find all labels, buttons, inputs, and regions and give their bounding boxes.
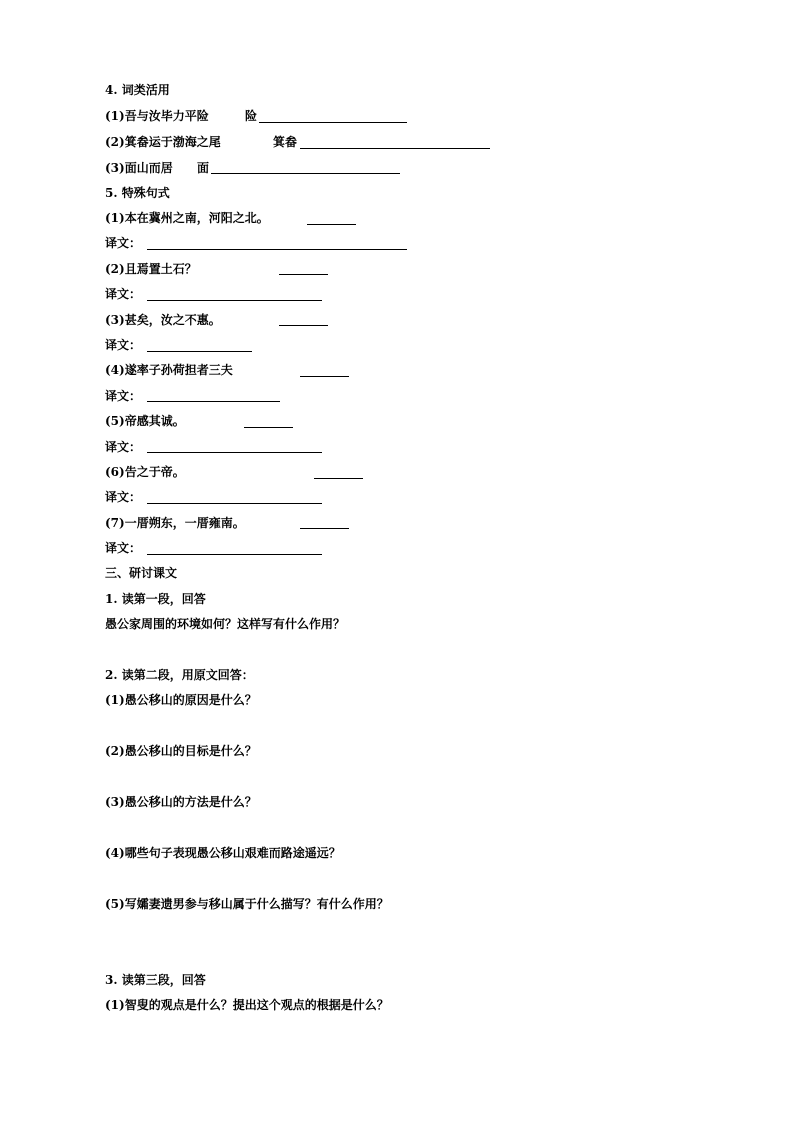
sentence-type-blank[interactable] (300, 376, 349, 377)
translation-label: 译文： (105, 338, 142, 352)
translation-blank[interactable] (147, 249, 407, 250)
translation-blank[interactable] (147, 351, 252, 352)
section-5-item-3: (3)甚矣，汝之不惠。 (105, 313, 221, 327)
question-2-item-5: (5)写孀妻遗男参与移山属于什么描写？有什么作用？ (105, 897, 389, 911)
section-4-title: 4. 词类活用 (105, 83, 170, 97)
sentence-type-blank[interactable] (279, 325, 328, 326)
answer-blank[interactable] (300, 148, 490, 149)
section-5-item-5: (5)帝感其诚。 (105, 414, 185, 428)
question-2-title: 2. 读第二段，用原文回答： (105, 668, 254, 682)
sentence-type-blank[interactable] (307, 224, 356, 225)
translation-blank[interactable] (147, 401, 280, 402)
translation-blank[interactable] (147, 554, 322, 555)
section-4-item-2: (2)箕畚运于渤海之尾 (105, 135, 221, 149)
section-4-item-1-word: 险 (245, 109, 258, 123)
section-5-item-6: (6)告之于帝。 (105, 465, 185, 479)
sentence-type-blank[interactable] (244, 427, 293, 428)
question-2-item-2: (2)愚公移山的目标是什么？ (105, 744, 257, 758)
question-1-title: 1. 读第一段，回答 (105, 592, 206, 606)
sentence-type-blank[interactable] (314, 478, 363, 479)
section-5-item-4: (4)遂率子孙荷担者三夫 (105, 363, 233, 377)
translation-blank[interactable] (147, 300, 322, 301)
section-4-item-3: (3)面山而居 (105, 161, 173, 175)
section-5-item-2: (2)且焉置土石？ (105, 262, 197, 276)
answer-blank[interactable] (211, 173, 400, 174)
question-2-item-4: (4)哪些句子表现愚公移山艰难而路途遥远？ (105, 846, 341, 860)
translation-label: 译文： (105, 236, 142, 250)
translation-label: 译文： (105, 490, 142, 504)
section-5-item-7: (7)一厝朔东，一厝雍南。 (105, 516, 245, 530)
section-4-item-3-word: 面 (197, 161, 210, 175)
section-4-item-2-word: 箕畚 (273, 135, 298, 149)
part-3-title: 三、研讨课文 (105, 566, 178, 580)
translation-label: 译文： (105, 287, 142, 301)
translation-blank[interactable] (147, 503, 322, 504)
translation-blank[interactable] (147, 452, 322, 453)
question-2-item-3: (3)愚公移山的方法是什么？ (105, 795, 257, 809)
question-3-title: 3. 读第三段，回答 (105, 973, 206, 987)
question-2-item-1: (1)愚公移山的原因是什么？ (105, 693, 257, 707)
sentence-type-blank[interactable] (300, 528, 349, 529)
answer-blank[interactable] (259, 122, 407, 123)
sentence-type-blank[interactable] (279, 274, 328, 275)
question-3-item-1: (1)智叟的观点是什么？提出这个观点的根据是什么？ (105, 998, 389, 1012)
question-1-text: 愚公家周围的环境如何？这样写有什么作用？ (105, 617, 346, 631)
translation-label: 译文： (105, 389, 142, 403)
translation-label: 译文： (105, 440, 142, 454)
translation-label: 译文： (105, 541, 142, 555)
section-5-item-1: (1)本在冀州之南，河阳之北。 (105, 211, 269, 225)
section-5-title: 5. 特殊句式 (105, 186, 170, 200)
section-4-item-1: (1)吾与汝毕力平险 (105, 109, 209, 123)
